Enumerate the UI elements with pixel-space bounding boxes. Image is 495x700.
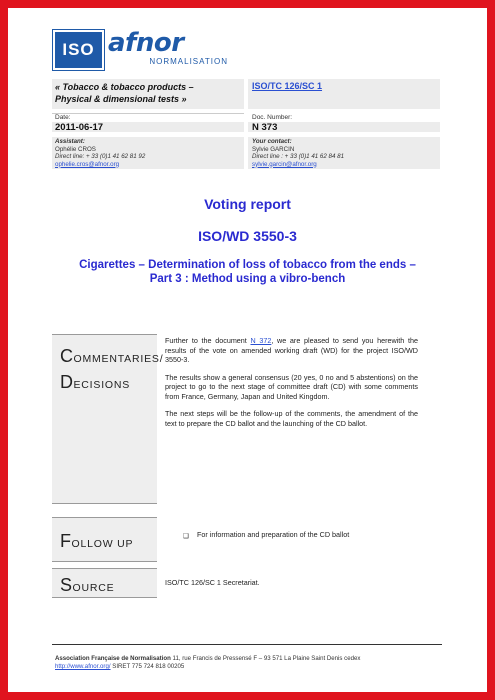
report-title: Voting report xyxy=(204,196,291,212)
source-text: ISO/TC 126/SC 1 Secretariat. xyxy=(165,578,260,587)
footer xyxy=(55,655,450,671)
iso-logo: ISO xyxy=(53,30,104,70)
committee-link[interactable]: ISO/TC 126/SC 1 xyxy=(252,81,323,91)
decisions-rest: ECISIONS xyxy=(73,379,131,391)
footer-siret: SIRET 775 724 818 00205 xyxy=(110,663,185,670)
date-label: Date: xyxy=(55,114,71,121)
afnor-logo-word: afnor xyxy=(108,28,184,58)
follow-up-cap: F xyxy=(60,531,72,551)
decisions-heading xyxy=(60,372,130,393)
footer-web-line xyxy=(55,663,450,671)
contact-block xyxy=(252,138,344,168)
contact-email-link[interactable]: sylvie.garcin@afnor.org xyxy=(252,160,317,168)
assistant-phone: Direct line: + 33 (0)1 41 62 81 92 xyxy=(55,153,146,160)
commentaries-paragraph-3: The next steps will be the follow-up of the comments, the amendment of the text to prepare the CD ballot and the launching of the CD ballot. xyxy=(165,409,418,428)
checkbox-bullet-icon: ❑ xyxy=(183,533,189,540)
source-rest: OURCE xyxy=(72,582,115,594)
assistant-name: Ophélie CROS xyxy=(55,145,96,153)
footer-website-link[interactable]: http://www.afnor.org/ xyxy=(55,663,111,670)
afnor-logo xyxy=(108,30,228,70)
assistant-label: Assistant: xyxy=(55,138,85,145)
assistant-email-link[interactable]: ophelie.cros@afnor.org xyxy=(55,160,120,168)
follow-up-rest: OLLOW UP xyxy=(71,538,134,550)
footer-address: 11, rue Francis de Pressensé F – 93 571 La Plaine Saint Denis cedex xyxy=(170,655,361,662)
follow-up-item: For information and preparation of the CD ballot xyxy=(197,530,350,539)
follow-up-heading xyxy=(60,531,133,552)
source-heading xyxy=(60,575,114,596)
subject-line-2: Physical & dimensional tests » xyxy=(55,94,187,104)
afnor-logo-subtitle: NORMALISATION xyxy=(149,57,228,66)
doc-number-value: N 373 xyxy=(252,122,278,133)
contact-phone: Direct line : + 33 (0)1 41 62 84 81 xyxy=(252,153,345,160)
source-cap: S xyxy=(60,575,73,595)
contact-label: Your contact: xyxy=(252,138,292,145)
date-value: 2011-06-17 xyxy=(55,122,104,133)
subject-title xyxy=(55,81,194,105)
commentaries-body xyxy=(165,336,418,428)
contact-name: Sylvie GARCIN xyxy=(252,145,295,153)
footer-org: Association Française de Normalisation xyxy=(55,655,171,662)
subtitle-line-2: Part 3 : Method using a vibro-bench xyxy=(149,273,346,285)
footer-divider xyxy=(52,644,442,645)
document-n372-link[interactable]: N 372 xyxy=(250,336,272,345)
commentaries-rest: OMMENTARIES/ xyxy=(73,353,164,365)
footer-address-line xyxy=(55,655,450,663)
commentaries-cap: C xyxy=(60,346,74,366)
divider xyxy=(52,113,244,114)
document-subtitle xyxy=(0,258,495,286)
subject-line-1: « Tobacco & tobacco products – xyxy=(55,82,194,92)
p1-text-before: Further to the document xyxy=(165,336,251,345)
doc-number-label: Doc. Number: xyxy=(252,114,293,121)
commentaries-paragraph-2: The results show a general consensus (20 yes, 0 no and 5 abstentions) on the project to go to the next stage of committee draft (CD) with some comments from France, Germany, Japan and United Kingdom. xyxy=(165,372,418,401)
subtitle-line-1: Cigarettes – Determination of loss of tobacco from the ends – xyxy=(79,259,416,271)
p1-text-after: , we are pleased to send you herewith the results of the vote on amended working draft (WD) for the project ISO/WD 3550-3. xyxy=(165,336,418,364)
decisions-cap: D xyxy=(60,372,74,392)
commentaries-heading xyxy=(60,346,163,367)
commentaries-paragraph-1 xyxy=(165,336,418,365)
assistant-block xyxy=(55,138,145,168)
document-id-title: ISO/WD 3550-3 xyxy=(198,228,297,244)
